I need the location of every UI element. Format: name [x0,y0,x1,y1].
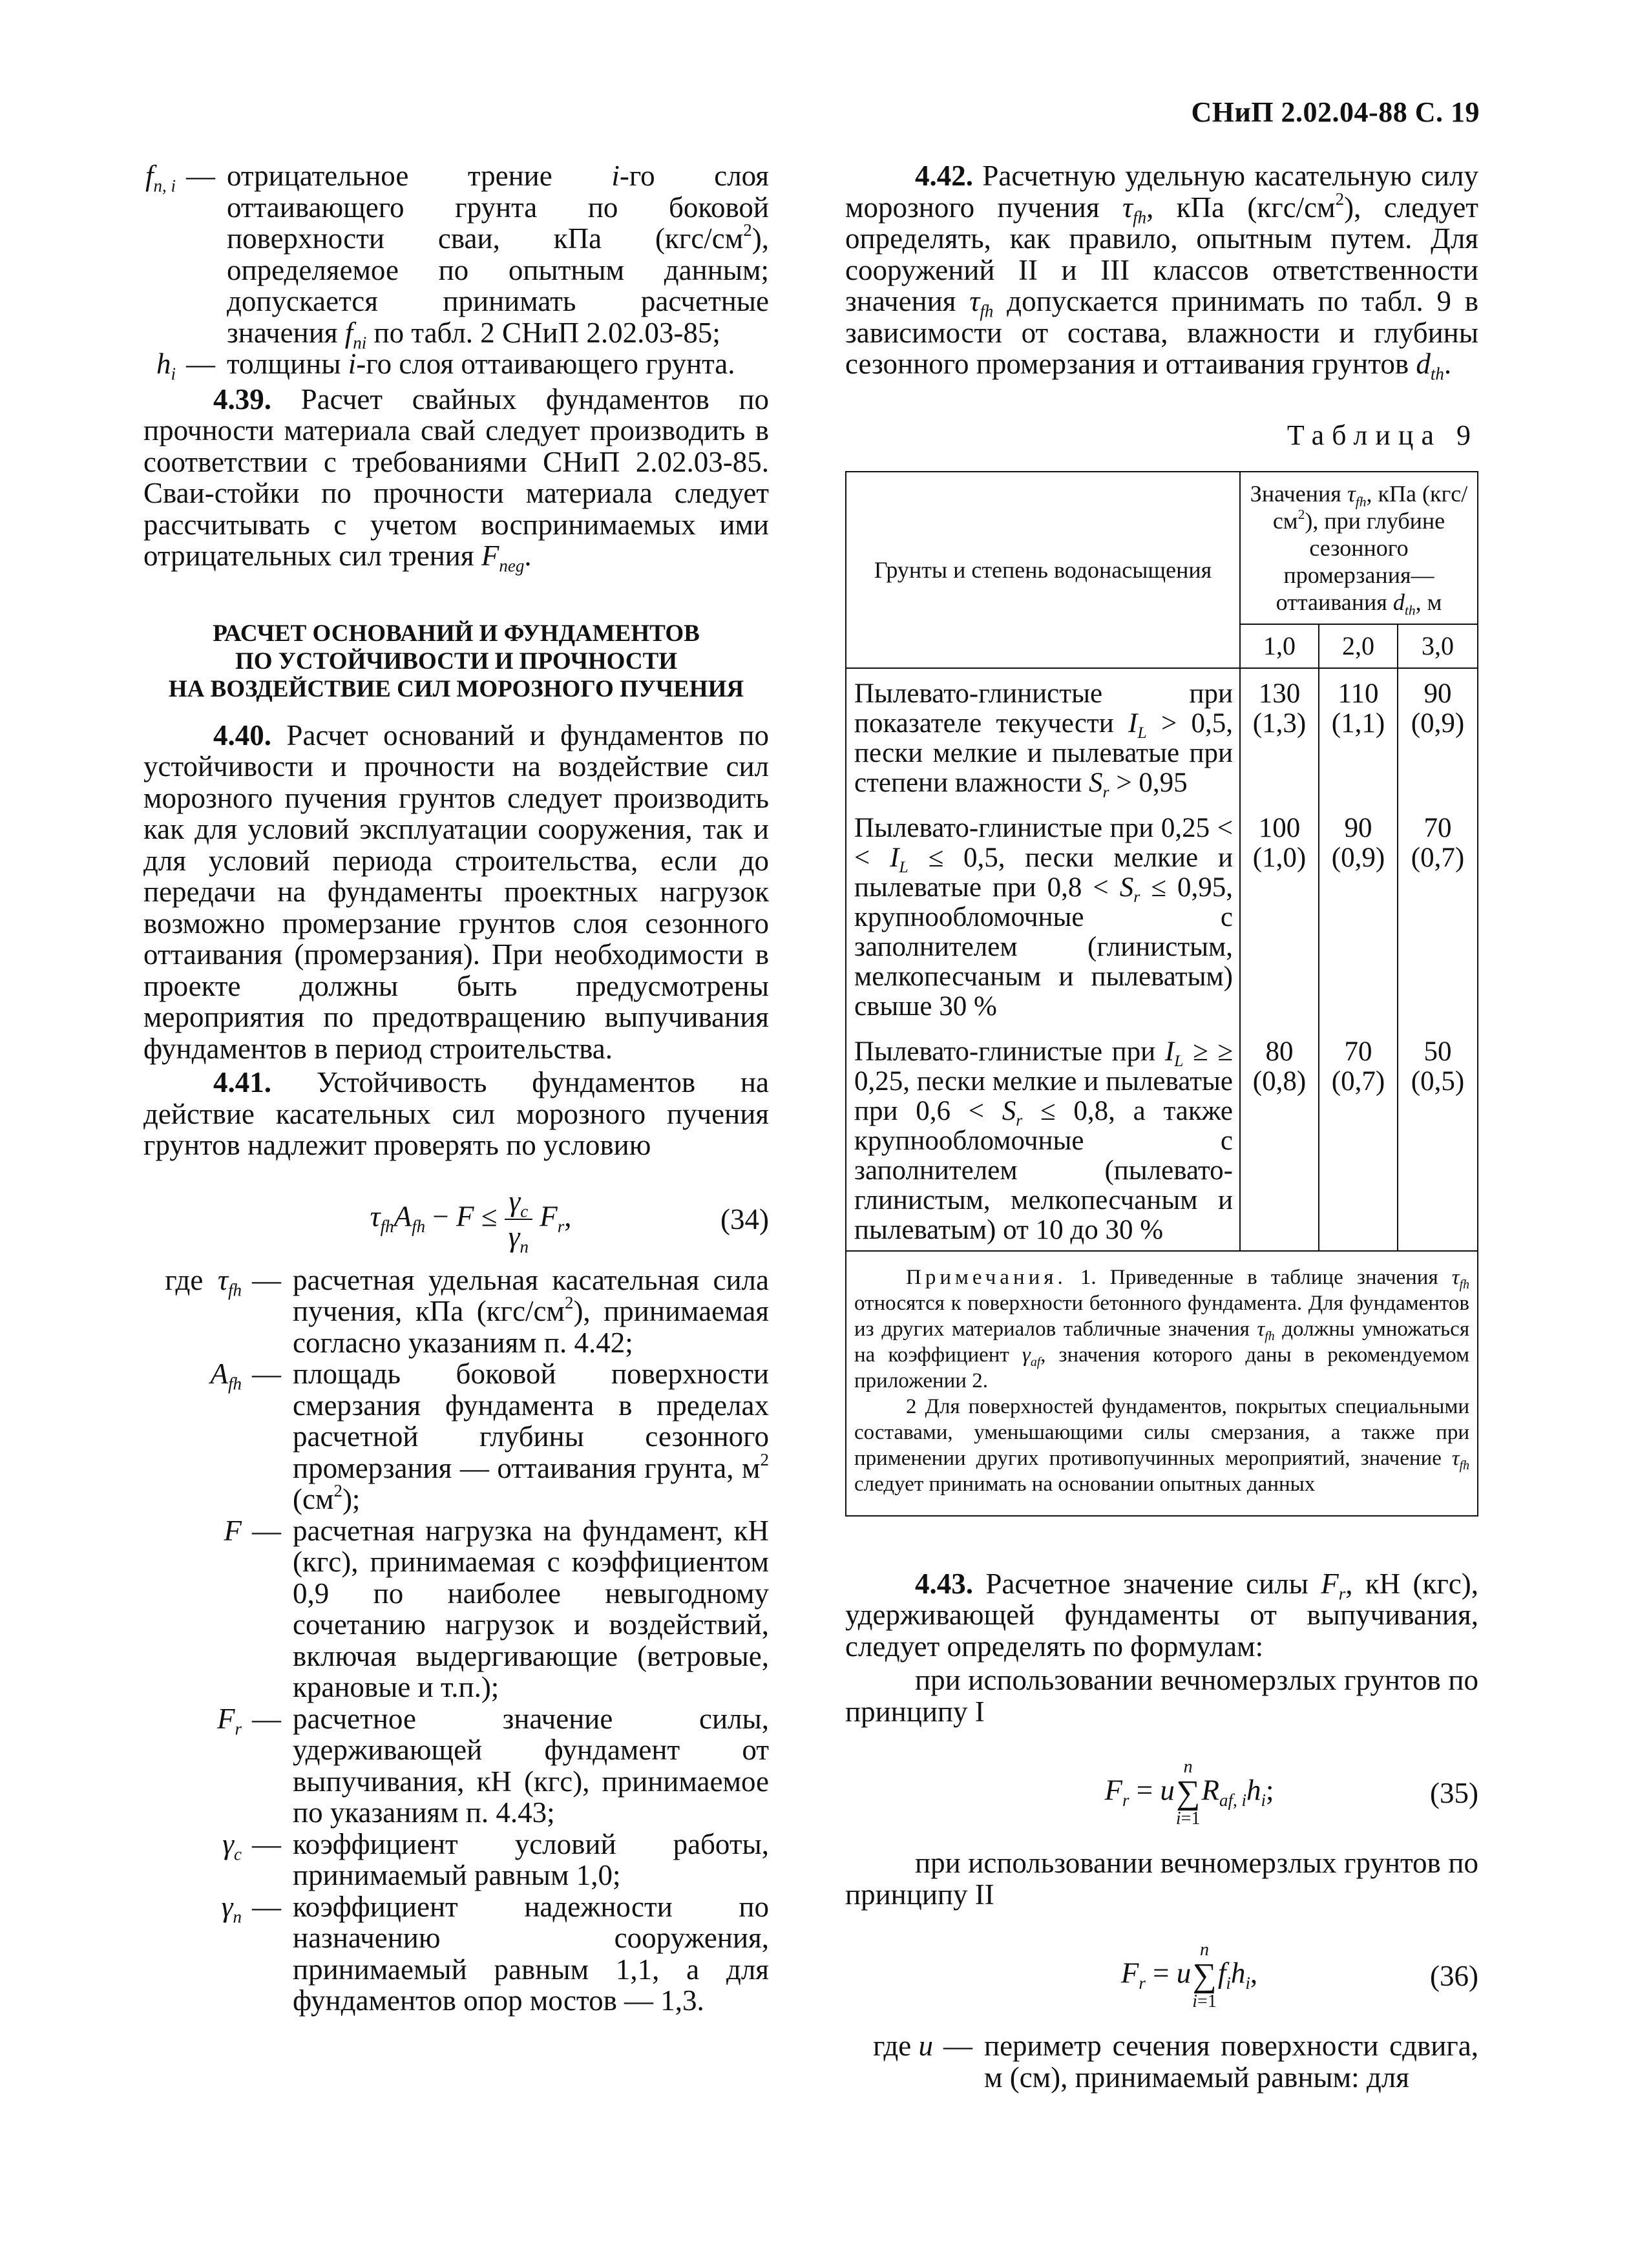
soil-cell: Пылевато-глинистые при 0,25 < < $I_L \le 0,5$, пески мелкие и пылеватые при $0,8 < S_r \le 0,95$, крупнообломочные с заполнителем (глинистым, мелкопесчаным и пылеватым) свыше 30 % [846,803,1240,1027]
definition-h-i: $h_i$ — толщины i-го слоя оттаивающего грунта. [143,348,769,380]
definition-gamma-c: $\gamma_c$ — коэффициент условий работы, принимаемый равным 1,0; [222,1827,769,1891]
section-heading: РАСЧЕТ ОСНОВАНИЙ И ФУНДАМЕНТОВ ПО УСТОЙЧИВОСТИ И ПРОЧНОСТИ НА ВОЗДЕЙСТВИЕ СИЛ МОРОЗНОГО ПУЧЕНИЯ [168,620,744,702]
clause-number: 4.40. [213,719,271,751]
table-row [846,1027,1478,1251]
definition-text: расчетная нагрузка на фундамент, кН (кгс), принимаемая с коэффициентом 0,9 по наиболее невыгодному сочетанию нагрузок и воздействий, включая выдергивающие (ветровые, крановые и т.п.); [293,1514,769,1703]
principle-1-text: при использовании вечномерзлых грунтов по принципу I [845,1664,1478,1728]
definition-text: отрицательное трение i-го слоя оттаивающего грунта по боковой поверхности сваи, кПа $(кгс/см^2)$, определяемое по опытным данным; допускается принимать расчетные значения $f_{ni}$ по табл. 2 СНиП 2.02.03-85; [227,160,769,352]
formula-expression: $\tau_{fh}A_{fh} - F$ ≤ $\frac{\gamma_c}{\gamma_n}$ $F_r$, [370,1184,572,1256]
paragraph-4-43: 4.43. Расчетное значение силы $F_r$, кН (кгс), удерживающей фундаменты от выпучивания, следует определять по формулам: [845,1567,1479,1663]
table-row [846,803,1478,1027]
right-column [845,160,1478,2093]
value-cell: 110 (1,1) [1319,668,1398,803]
paragraph-4-42: 4.42. Расчетную удельную касательную силу морозного пучения $\tau_{fh}$, кПа $(кгс/см^2)$, следует определять, как правило, опытным путем. Для сооружений II и III классов ответственности значения $\tau_{fh}$ допускается принимать по табл. 9 в зависимости от состава, влажности и глубины сезонного промерзания и оттаивания грунтов $d_{th}$. [845,160,1478,384]
definition-f-r: $F_r$ — расчетное значение силы, удерживающей фундамент от выпучивания, кН (кгс), принимаемое по указаниям п. 4.43; [216,1702,769,1829]
value-cell: 130 (1,3) [1252,678,1307,739]
definition-text: толщины i-го слоя оттаивающего грунта. [227,348,735,380]
value-cell: 70 (0,7) [1411,812,1465,873]
column-header-values: Значения $\tau_{fh}$, кПа $(кгс/см^2)$, при глубине сезонного промерзания— оттаивания $d_{th}$, м [1240,472,1478,624]
value-cell: 90 (0,9) [1411,678,1465,739]
definition-a-fh: $A_{fh}$ — площадь боковой поверхности смерзания фундамента в пределах расчетной глубины сезонного промерзания — оттаивания грунта, $м^2$ $(см^2)$; [210,1358,769,1515]
value-cell: 100 (1,0) [1252,812,1307,873]
value-cell: 90 (0,9) [1319,803,1398,1027]
clause-number: 4.41. [213,1066,271,1098]
table-caption: Таблица 9 [1287,419,1478,451]
definition-text: коэффициент условий работы, принимаемый равным 1,0; [293,1827,769,1891]
definition-f-ni: $f_{n, i}$ — отрицательное трение i-го слоя оттаивающего грунта по боковой поверхности сваи, кПа $(кгс/см^2)$, определяемое по опытным данным; допускается принимать расчетные значения $f_{ni}$ по табл. 2 СНиП 2.02.03-85; [145,160,769,352]
table-notes-row [846,1251,1478,1516]
formula-expression: $F_r = u$ n ∑ i=1 $f_ih_i$, [1120,1940,1258,2011]
definition-gamma-n: $\gamma_n$ — коэффициент надежности по назначению сооружения, принимаемый равным 1,1, а для фундаментов опор мостов — 1,3. [221,1890,769,2017]
table-notes [846,1251,1478,1516]
value-cell: 50 (0,5) [1411,1036,1465,1097]
principle-2-text: при использовании вечномерзлых грунтов по принципу II [845,1847,1478,1911]
page-header: СНиП 2.02.04-88 С. 19 [1191,96,1480,128]
definition-text: периметр сечения поверхности сдвига, м (см), принимаемый равным: для [984,2030,1478,2094]
formula-expression: $F_r = u$ n ∑ i=1 $R_{af, i}h_i$; [1104,1757,1274,1829]
depth-header: 3,0 [1398,624,1478,668]
paragraph-4-40: 4.40. Расчет оснований и фундаментов по устойчивости и прочности на воздействие сил морозного пучения грунтов следует производить как для условий эксплуатации сооружения, так и для условий периода строительства, если до передачи на фундаменты проектных нагрузок возможно промерзание грунтов слоя сезонного оттаивания (промерзания). При необходимости в проекте должны быть предусмотрены мероприятия по предотвращению выпучивания фундаментов в период строительства. [143,719,769,1065]
table-row [846,668,1478,803]
definition-text: расчетная удельная касательная сила пучения, кПа $(кгс/см^2)$, принимаемая согласно указаниям п. 4.42; [293,1263,769,1359]
value-cell: 80 (0,8) [1252,1036,1307,1097]
paragraph-4-39: 4.39. Расчет свайных фундаментов по прочности материала свай следует производить в соответствии с требованиями СНиП 2.02.03-85. Сваи-стойки по прочности материала следует рассчитывать с учетом воспринимаемых ими отрицательных сил трения $F_{neg}$. [143,383,769,576]
note-1: Примечания. 1. Приведенные в таблице значения $\tau_{fh}$ относятся к поверхности бетонного фундамента. Для фундаментов из других материалов табличные значения $\tau_{fh}$ должны умножаться на коэффициент $\gamma_{af}$, значения которого даны в рекомендуемом приложении 2. [854,1265,1469,1392]
note-2: 2 Для поверхностей фундаментов, покрытых специальными составами, уменьшающими силы смерзания, а также при применении других противопучинных мероприятий, значение $\tau_{fh}$ следует принимать на основании опытных данных [854,1394,1469,1496]
definition-text: расчетное значение силы, удерживающей фундамент от выпучивания, кН (кгс), принимаемое по указаниям п. 4.43; [293,1702,769,1829]
table-header-row [846,472,1478,624]
column-header-soil: Грунты и степень водонасыщения [846,472,1240,668]
soil-cell: Пылевато-глинистые при $I_L$ ≥ ≥ 0,25, пески мелкие и пылеватые при $0,6 < S_r \le 0,8$, а также крупнообломочные с заполнителем (пылевато-глинистым, мелкопесчаным и пылеватым) от 10 до 30 % [846,1027,1240,1251]
definition-text: коэффициент надежности по назначению сооружения, принимаемый равным 1,1, а для фундаментов опор мостов — 1,3. [293,1890,769,2017]
definitions-top [143,160,769,384]
formula-number: (35) [1430,1777,1478,1809]
left-column [143,160,769,2017]
clause-number: 4.43. [915,1567,973,1600]
depth-header: 2,0 [1319,624,1398,668]
clause-number: 4.39. [213,383,271,415]
definition-u: где u — периметр сечения поверхности сдвига, м (см), принимаемый равным: для [873,2030,1478,2094]
table-9 [845,471,1478,1517]
clause-number: 4.42. [915,160,973,192]
definitions-where [143,1265,769,2017]
depth-header: 1,0 [1240,624,1319,668]
formula-number: (34) [720,1202,769,1235]
formula-number: (36) [1430,1960,1478,1992]
formula-34 [143,1184,769,1256]
definition-text: площадь боковой поверхности смерзания фундамента в пределах расчетной глубины сезонного промерзания — оттаивания грунта, $м^2$ $(см^2)$; [293,1358,769,1515]
soil-cell: Пылевато-глинистые при показателе текучести $I_L > 0,5$, пески мелкие и пылеватые при степени влажности $S_r > 0,95$ [846,668,1240,803]
definition-f: F — расчетная нагрузка на фундамент, кН (кгс), принимаемая с коэффициентом 0,9 по наиболее невыгодному сочетанию нагрузок и воздействий, включая выдергивающие (ветровые, крановые и т.п.); [224,1514,769,1703]
value-cell: 70 (0,7) [1319,1027,1398,1251]
formula-35 [845,1758,1478,1828]
paragraph-4-41: 4.41. Устойчивость фундаментов на действие касательных сил морозного пучения грунтов надлежит проверять по условию [143,1066,769,1161]
definition-tau-fh: где $\tau_{fh}$ — расчетная удельная касательная сила пучения, кПа $(кгс/см^2)$, принимаемая согласно указаниям п. 4.42; [165,1263,769,1359]
notes-label: Примечания. [906,1265,1067,1289]
formula-36 [845,1941,1478,2011]
